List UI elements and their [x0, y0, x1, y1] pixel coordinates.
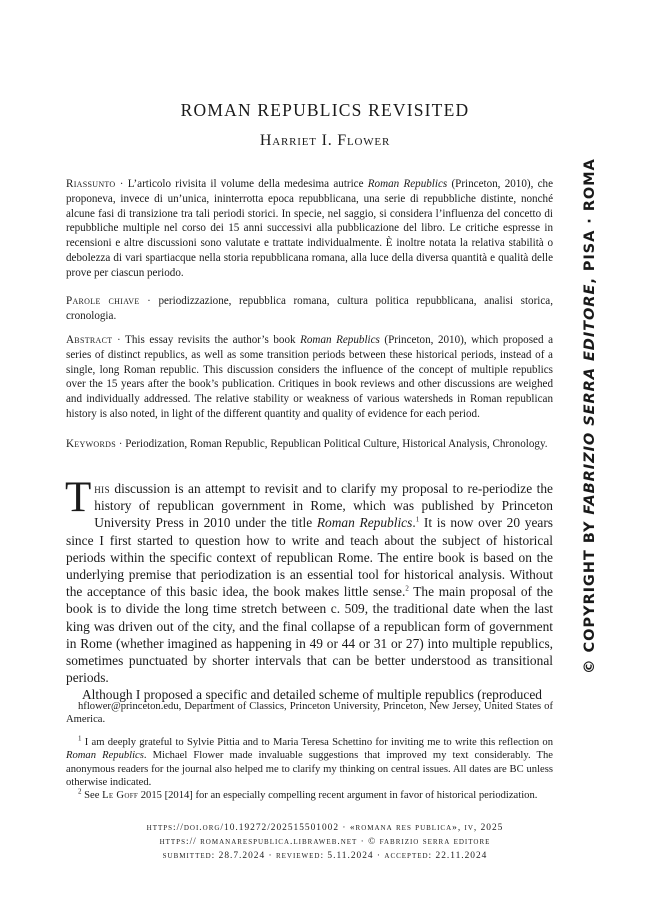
footnote-1-number: 1: [78, 734, 82, 743]
footnote-1-book-title: Roman Republics: [66, 750, 144, 762]
footnote-2-cited-author: Le Goff: [102, 790, 139, 802]
footnote-1-text-start: I am deeply grateful to Sylvie Pittia and to Maria Teresa Schettino for inviting me to write this reflection on: [81, 736, 553, 748]
author-affiliation: hflower@princeton.edu, Department of Classics, Princeton University, Princeton, New Jersey, United States of America.: [66, 701, 553, 726]
riassunto-text-start: L’articolo rivisita il volume della medesima autrice: [127, 178, 368, 190]
lead-word: his: [94, 481, 110, 496]
abstract-label: Abstract: [66, 334, 113, 346]
paper-title: ROMAN REPUBLICS REVISITED: [180, 100, 470, 120]
keywords-separator: ·: [115, 438, 126, 450]
body-book-title: Roman Republics: [316, 515, 413, 531]
footnote-2-number: 2: [78, 787, 82, 796]
parole-chiave-text: periodizzazione, repubblica romana, cultura politica repubblicana, analisi storica, cronologia.: [66, 295, 553, 322]
parole-chiave-section: [66, 294, 553, 324]
riassunto-separator: ·: [115, 178, 128, 190]
footnote-ref-1[interactable]: 1: [415, 515, 420, 524]
abstract-section: [66, 333, 553, 422]
riassunto-section: [66, 177, 553, 281]
footnote-2-text-end: 2015 [2014] for an especially compelling recent argument in favor of historical periodization.: [138, 790, 538, 802]
body-text-part-2: It is now over 20 years since I first started to question how to write and teach about the subject of historical periods within the specific context of republican Rome. The entire book is based on the underlying premise that periodization is an essential tool for historical analysis. Without the acceptance of this basic idea, the book makes little sense.: [66, 515, 554, 600]
parole-chiave-separator: ·: [139, 295, 159, 307]
riassunto-book-title: Roman Republics: [367, 178, 448, 190]
drop-cap: T: [65, 474, 92, 521]
footnotes: [66, 700, 553, 803]
footnote-1: [66, 736, 553, 790]
footnote-ref-2[interactable]: 2: [405, 584, 409, 593]
copyright-suffix: , PISA · ROMA: [581, 158, 598, 284]
abstract-text-start: This essay revisits the author’s book: [125, 334, 301, 346]
footer-doi-line[interactable]: https://doi.org/10.19272/202515501002 · «romana res publica», iv, 2025: [146, 823, 504, 833]
copyright-publisher: FABRIZIO SERRA EDITORE: [581, 283, 598, 515]
abstract-separator: ·: [112, 334, 126, 346]
abstract-text-end: (Princeton, 2010), which proposed a series of distinct republics, as well as some transition periods between these historical periods, instead of a single, long Roman republic. This discussion considers the influence of the concept of multiple republics over the 15 years after the book’s publication. Critiques in book reviews and other discussions are weighed and individually addressed. The relative stability or weakness of various watersheds in Roman republican history is also noted, in light of the different quantity and quality of evidence for each period.: [66, 334, 554, 420]
keywords-section: [66, 437, 553, 452]
body-text-part-3: The main proposal of the book is to divide the long time stretch between c. 509, the traditional date when the last king was driven out of the city, and the final collapse of a republican form of government in Rome (whether imagined as happening in 49 or 44 or 31 or 27) into multiple republics, sometimes punctuated by shorter intervals that can be better understood as transitional periods.: [66, 584, 553, 686]
body-text-part-1: discussion is an attempt to revisit and to clarify my proposal to re-periodize the history of republican government in Rome, which was published by Princeton University Press in 2010 under the title: [94, 481, 553, 531]
keywords-label: Keywords: [66, 438, 116, 450]
body-text: [65, 474, 554, 704]
footer-dates-line: submitted: 28.7.2024 · reviewed: 5.11.2024 · accepted: 22.11.2024: [162, 851, 488, 861]
footnote-1-text-end: . Michael Flower made invaluable suggestions that improved my text considerably. The anonymous readers for the journal also helped me to clarify my thinking on central issues. All dates are BC unless otherwise indicated.: [66, 750, 553, 789]
footnote-2-text-start: See: [81, 790, 103, 802]
footer-website-line[interactable]: https:// romanarespublica.libraweb.net · © fabrizio serra editore: [159, 837, 491, 847]
page-footer: [0, 821, 650, 863]
riassunto-text-end: (Princeton, 2010), che proponeva, invece di un’unica, ininterrotta epoca repubblicana, una serie di repubbliche distinte, nonché alcune fasi di transizione tra tali periodi storici. In specie, nel saggio, si considera l’influenza del concetto di repubbliche multiple nel corso dei 15 anni successivi alla pubblicazione del libro. Le critiche espresse in recensioni e altre discussioni sono valutate e trattate individualmente. È inoltre notata la relativa stabilità o debolezza di vari spartiacque nella storia repubblicana romana, alla luce della diversa quantità e qualità delle prove per ciascun periodo.: [66, 178, 554, 279]
footnote-2: [66, 789, 553, 802]
side-copyright-notice: [581, 158, 598, 674]
body-paragraph-2: Although I proposed a specific and detailed scheme of multiple republics (reproduced: [82, 687, 542, 703]
riassunto-label: Riassunto: [66, 178, 116, 190]
abstract-book-title: Roman Republics: [300, 334, 380, 346]
copyright-prefix: © COPYRIGHT BY: [581, 514, 598, 674]
parole-chiave-label: Parole chiave: [66, 295, 140, 307]
author-name: Harriet I. Flower: [259, 132, 391, 149]
body-paragraph-1: This discussion is an attempt to revisit and to clarify my proposal to re-periodize the history of republican government in Rome, which was published by Princeton University Press in 2010 under the title Roman Republics.$^1$ It is now over 20 years since I first started to question how to write and teach about the subject of historical periods within the specific context of republican Rome. The entire book is based on the underlying premise that periodization is an essential tool for historical analysis. Without the acceptance of this basic idea, the book makes little sense.$^2$ The main proposal of the book is to divide the long time stretch between c. 509, the traditional date when the last king was driven out of the city, and the final collapse of a republican form of government in Rome (whether imagined as happening in 49 or 44 or 31 or 27) into multiple republics, sometimes punctuated by shorter intervals that can be better understood as transitional periods.: [65, 474, 554, 686]
keywords-text: Periodization, Roman Republic, Republican Political Culture, Historical Analysis, Chronology.: [125, 438, 548, 450]
